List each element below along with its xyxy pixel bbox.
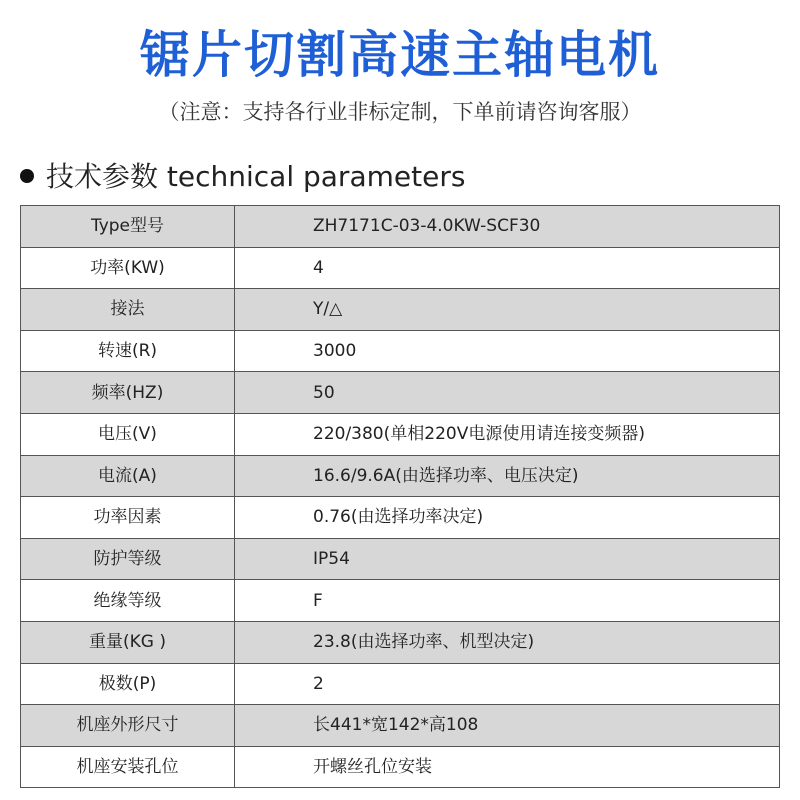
- param-value: 220/380(单相220V电源使用请连接变频器): [235, 413, 780, 455]
- bullet-dot-icon: [20, 169, 34, 183]
- param-value: IP54: [235, 538, 780, 580]
- param-label: 频率(HZ): [21, 372, 235, 414]
- param-label: 电流(A): [21, 455, 235, 497]
- param-label: 机座外形尺寸: [21, 705, 235, 747]
- param-value: 4: [235, 247, 780, 289]
- param-value: F: [235, 580, 780, 622]
- param-label: 机座安装孔位: [21, 746, 235, 788]
- param-value: 开螺丝孔位安装: [235, 746, 780, 788]
- table-row: [21, 580, 780, 622]
- table-row: [21, 455, 780, 497]
- table-row: [21, 413, 780, 455]
- table-row: [21, 497, 780, 539]
- param-label: 转速(R): [21, 330, 235, 372]
- page-title: 锯片切割高速主轴电机: [140, 26, 660, 84]
- param-value: 16.6/9.6A(由选择功率、电压决定): [235, 455, 780, 497]
- param-value: 50: [235, 372, 780, 414]
- table-row: [21, 372, 780, 414]
- param-label: 防护等级: [21, 538, 235, 580]
- table-row: [21, 247, 780, 289]
- page-subtitle: （注意：支持各行业非标定制，下单前请咨询客服）: [158, 100, 642, 124]
- param-label: 接法: [21, 289, 235, 331]
- param-value: 长441*宽142*高108: [235, 705, 780, 747]
- param-value: ZH7171C-03-4.0KW-SCF30: [235, 206, 780, 248]
- section-heading: [20, 155, 465, 195]
- table-row: [21, 538, 780, 580]
- parameters-table: [20, 205, 780, 788]
- param-label: 极数(P): [21, 663, 235, 705]
- param-label: Type型号: [21, 206, 235, 248]
- table-row: [21, 746, 780, 788]
- table-row: [21, 206, 780, 248]
- param-label: 功率(KW): [21, 247, 235, 289]
- section-heading-text: 技术参数 technical parameters: [46, 160, 466, 193]
- param-value: 23.8(由选择功率、机型决定): [235, 621, 780, 663]
- param-value: 0.76(由选择功率决定): [235, 497, 780, 539]
- param-value: 2: [235, 663, 780, 705]
- param-label: 电压(V): [21, 413, 235, 455]
- param-label: 重量(KG ): [21, 621, 235, 663]
- table-row: [21, 663, 780, 705]
- param-label: 绝缘等级: [21, 580, 235, 622]
- table-row: [21, 621, 780, 663]
- param-label: 功率因素: [21, 497, 235, 539]
- table-row: [21, 705, 780, 747]
- table-row: [21, 330, 780, 372]
- param-value: Y/△: [235, 289, 780, 331]
- param-value: 3000: [235, 330, 780, 372]
- table-row: [21, 289, 780, 331]
